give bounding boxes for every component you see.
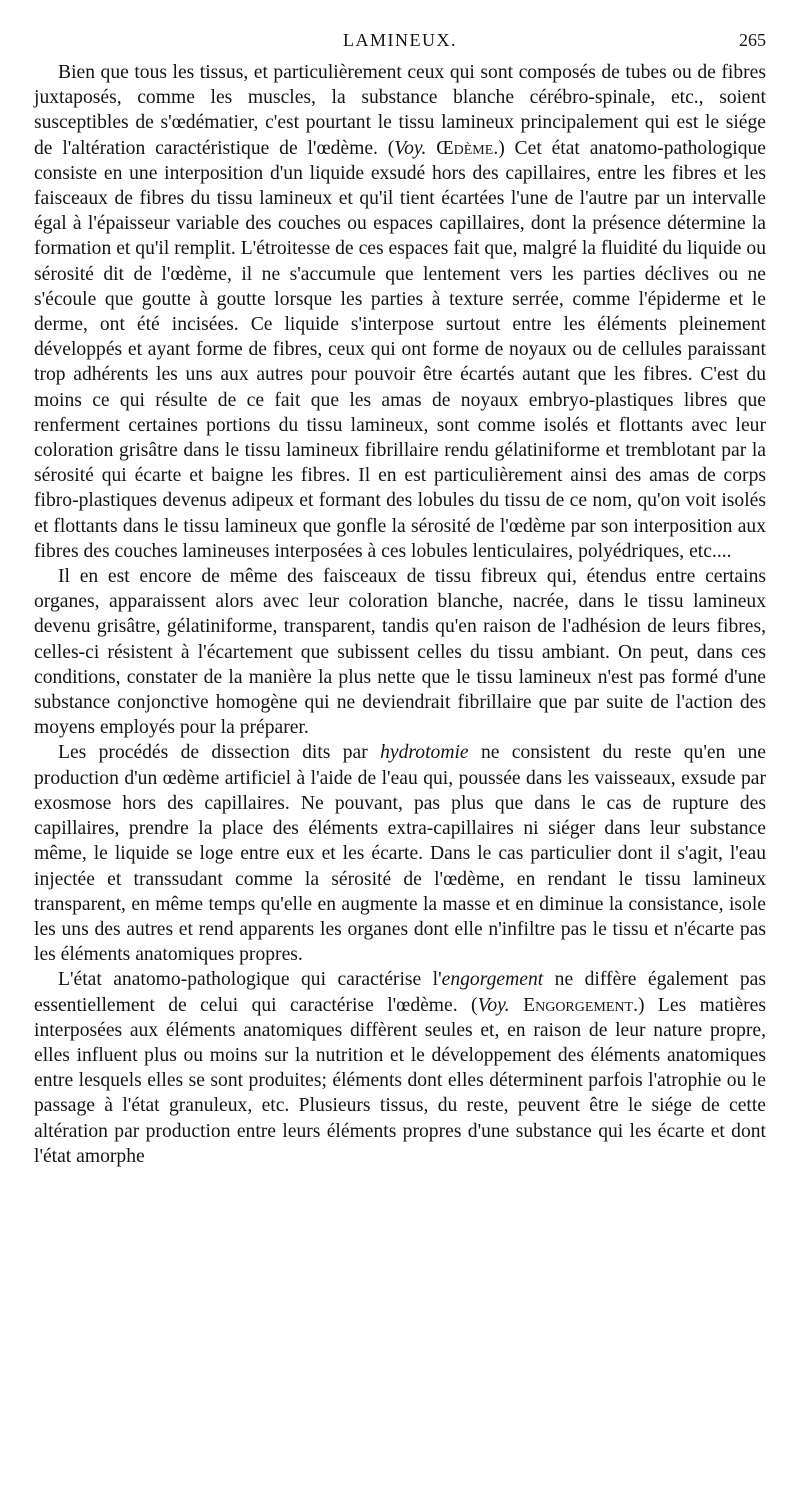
italic-voy: Voy. — [477, 994, 510, 1016]
body-text — [34, 60, 766, 1169]
italic-engorgement: engorgement — [441, 969, 544, 991]
text-segment: .) Les matières interposées aux éléments anatomiques diffèrent seules et, en raison de leur nature propre, elles influent plus ou moins sur la nutrition et le développement des éléments anatomiques entre lesquels elles se sont produites; éléments dont elles déterminent parfois l'atrophie ou le passage à l'état granuleux, etc. Plusieurs tissus, du reste, peuvent être le siége de cette altération par production entre leurs éléments propres d'une substance qui les écarte et dont l'état amorphe — [34, 994, 766, 1167]
text-segment: Il en est encore de même des faisceaux de tissu fibreux qui, étendus entre certains organes, apparaissent alors avec leur coloration blanche, nacrée, dans le tissu lamineux devenu grisâtre, gélatiniforme, transparent, tandis qu'en raison de l'adhésion de leurs fibres, celles-ci résistent à l'écartement que subissent celles du tissu ambiant. On peut, dans ces conditions, constater de la manière la plus nette que le tissu lamineux n'est pas formé d'une substance conjonctive homogène qui ne deviendrait fibrillaire que par suite de l'action des moyens employés pour la préparer. — [34, 566, 766, 739]
text-segment: ne consistent du reste qu'en une production d'un œdème artificiel à l'aide de l'eau qui, poussée dans les vaisseaux, exsude par exosmose hors des capillaires. Ne pouvant, pas plus que dans le cas de rupture des capillaires, prendre la place des éléments extra-capillaires ni siéger dans leur substance même, le liquide se loge entre eux et les écarte. Dans le cas particulier dont il s'agit, l'eau injectée et transsudant comme la sérosité de l'œdème, en rendant le tissu lamineux transparent, en même temps qu'elle en augmente la masse et en diminue la consistance, isole les uns des autres et rend apparents les organes dont elle n'infiltre pas le tissu et n'écarte pas les éléments anatomiques propres. — [34, 742, 766, 966]
text-segment: Les procédés de dissection dits par — [58, 742, 381, 764]
italic-voy: Voy. — [394, 137, 427, 159]
text-segment: .) Cet état anatomo-pathologique consiste en une interposition d'un liquide exsudé hors des capillaires, entre les fibres et les faisceaux de fibres du tissu lamineux et qu'il tient écartées l'une de l'autre par un intervalle égal à l'épaisseur variable des couches ou espaces capillaires, dont la présence détermine la formation et qu'il remplit. L'étroitesse de ces espaces fait que, malgré la fluidité du liquide ou sérosité dit de l'œdème, il ne s'accumule que lentement vers les parties déclives ou ne s'écoule que goutte à goutte lorsque les parties à texture serrée, comme l'épiderme et le derme, ont été incisées. Ce liquide s'interpose surtout entre les éléments pleinement développés et ayant forme de fibres, ceux qui ont forme de noyaux ou de cellules paraissant trop adhérents les uns aux autres pour pouvoir être écartés autant que les fibres. C'est du moins ce qui résulte de ce fait que les amas de noyaux embryo-plastiques libres que renferment certaines portions du tissu lamineux, sont comme isolés et flottants avec leur coloration grisâtre dans le tissu lamineux fibrillaire rendu gélatiniforme et tremblotant par la sérosité qui écarte et baigne les fibres. Il en est particulièrement ainsi des amas de corps fibro-plastiques devenus adipeux et formant des lobules du tissu de ce nom, qu'on voit isolés et flottants dans le tissu lamineux que gonfle la sérosité de l'œdème par son interposition aux fibres des couches lamineuses interposées à ces lobules lenticulaires, polyédriques, etc.... — [34, 137, 766, 562]
paragraph-3 — [34, 740, 766, 967]
running-title: LAMINEUX. — [343, 30, 457, 50]
page-number: 265 — [739, 30, 766, 50]
paragraph-2 — [34, 564, 766, 740]
text-segment — [426, 138, 436, 159]
running-head — [34, 28, 766, 60]
cross-reference-oedeme: Œdème — [436, 137, 494, 159]
text-segment: L'état anatomo-pathologique qui caractérise l' — [58, 969, 442, 991]
italic-hydrotomie: hydrotomie — [380, 742, 469, 764]
book-page — [34, 28, 766, 1169]
cross-reference-engorgement: Engorgement — [523, 994, 634, 1016]
text-segment: Bien que tous les tissus, et particulièrement ceux qui sont composés de tubes ou de fibres juxtaposés, comme les muscles, la substance blanche cérébro-spinale, etc., soient susceptibles de s'œdématier, c'est pourtant le tissu lamineux principalement qui est le siége de l'altération caractéristique de l'œdème. ( — [34, 62, 766, 159]
paragraph-4 — [34, 967, 766, 1169]
paragraph-1 — [34, 60, 766, 564]
text-segment: ne diffère également pas essentiellement de celui qui caractérise l'œdème. ( — [34, 969, 766, 1016]
text-segment — [510, 995, 523, 1016]
